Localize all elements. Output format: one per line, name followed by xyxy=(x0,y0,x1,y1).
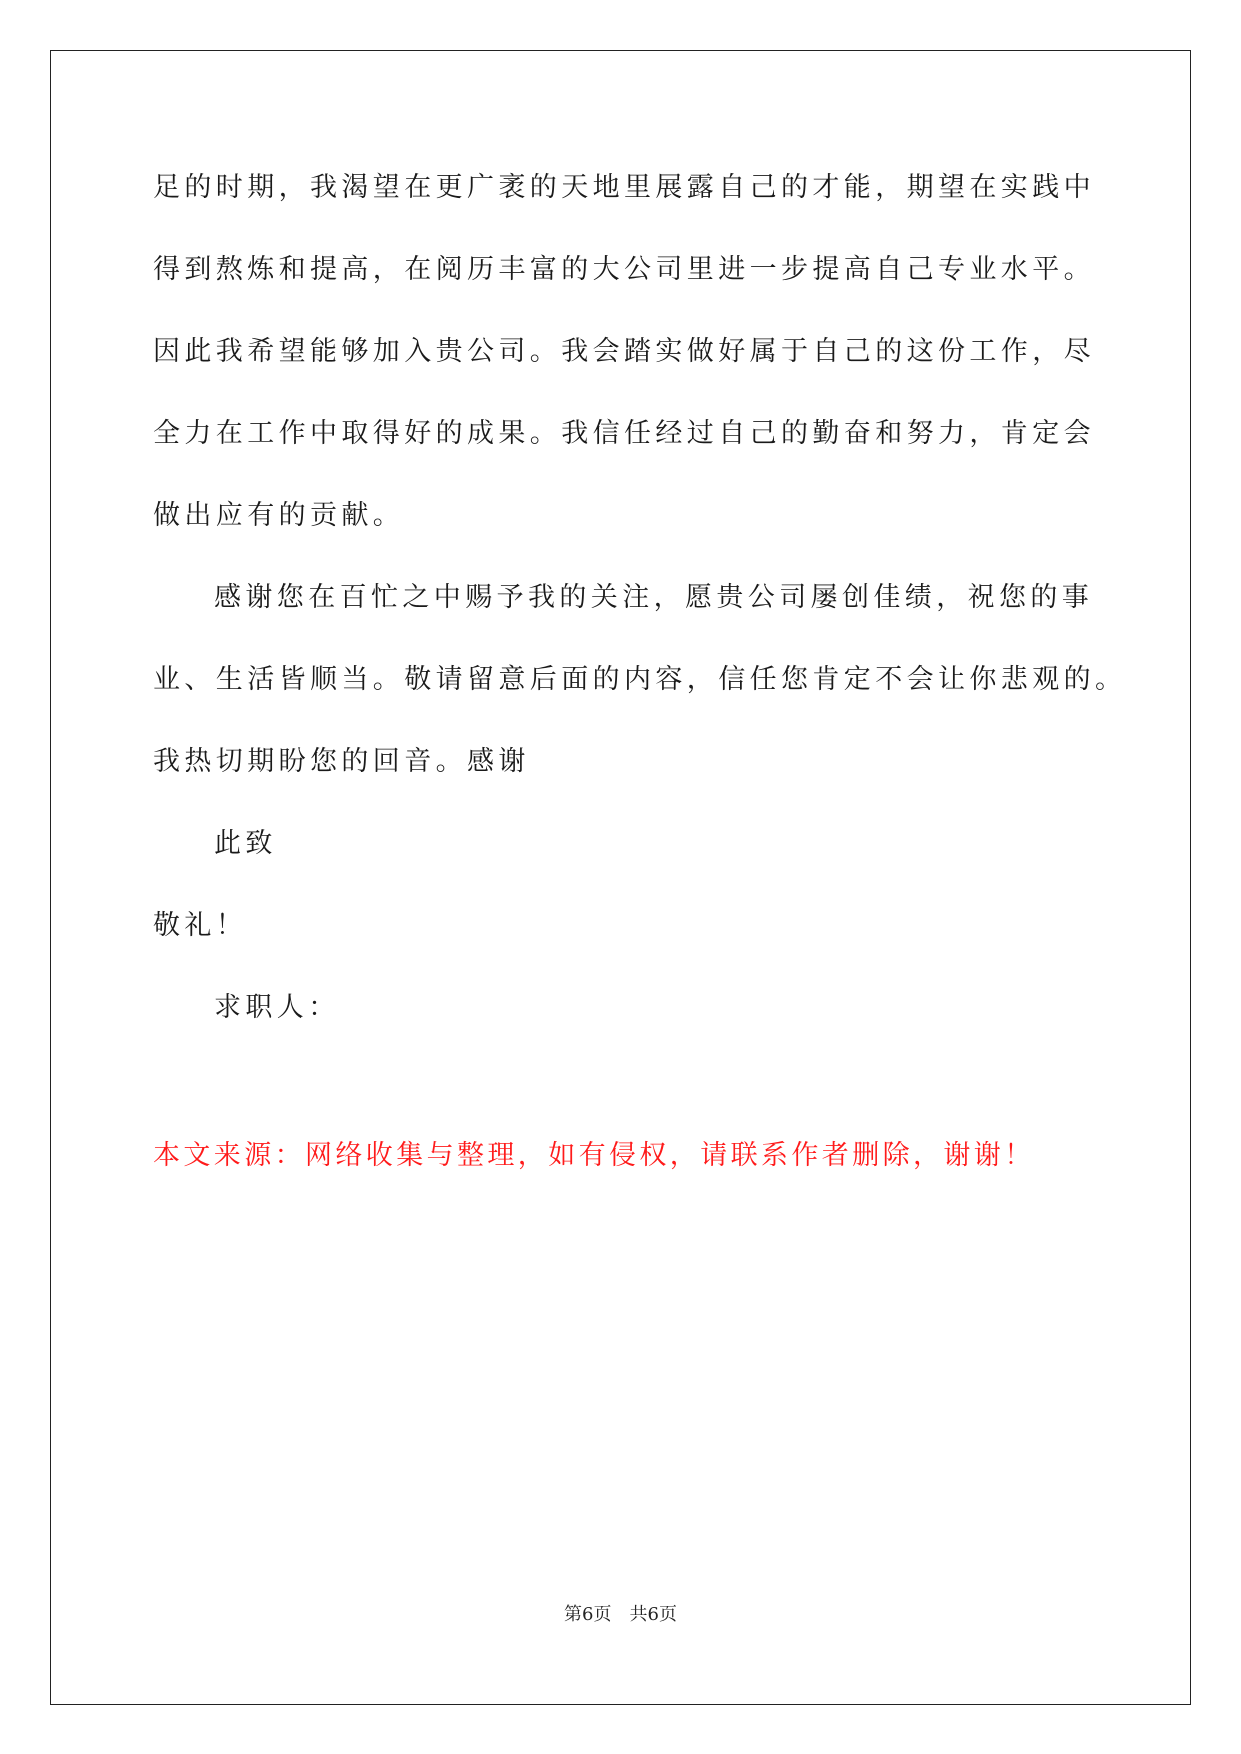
total-pages-label: 共6页 xyxy=(629,1604,677,1625)
current-page-label: 第6页 xyxy=(564,1604,612,1625)
page-frame xyxy=(50,50,1191,1705)
thanks-line: 感谢您在百忙之中赐予我的关注，愿贵公司屡创佳绩，祝您的事 xyxy=(214,582,1094,613)
salute-text: 敬礼！ xyxy=(153,910,248,941)
paragraph-line: 足的时期，我渴望在更广袤的天地里展露自己的才能，期望在实践中 xyxy=(153,172,1095,203)
thanks-line: 业、生活皆顺当。敬请留意后面的内容，信任您肯定不会让你悲观的。 xyxy=(153,664,1127,695)
source-note: 本文来源：网络收集与整理，如有侵权，请联系作者删除，谢谢！ xyxy=(153,1140,1035,1171)
paragraph-line: 得到熬炼和提高，在阅历丰富的大公司里进一步提高自己专业水平。 xyxy=(153,254,1095,285)
paragraph-line: 因此我希望能够加入贵公司。我会踏实做好属于自己的这份工作，尽 xyxy=(153,336,1095,367)
closing-text: 此致 xyxy=(214,828,277,859)
signature-label: 求职人： xyxy=(214,992,340,1023)
page-footer xyxy=(0,1606,1241,1624)
paragraph-line: 做出应有的贡献。 xyxy=(153,500,405,531)
thanks-line: 我热切期盼您的回音。感谢 xyxy=(153,746,530,777)
paragraph-line: 全力在工作中取得好的成果。我信任经过自己的勤奋和努力，肯定会 xyxy=(153,418,1095,449)
